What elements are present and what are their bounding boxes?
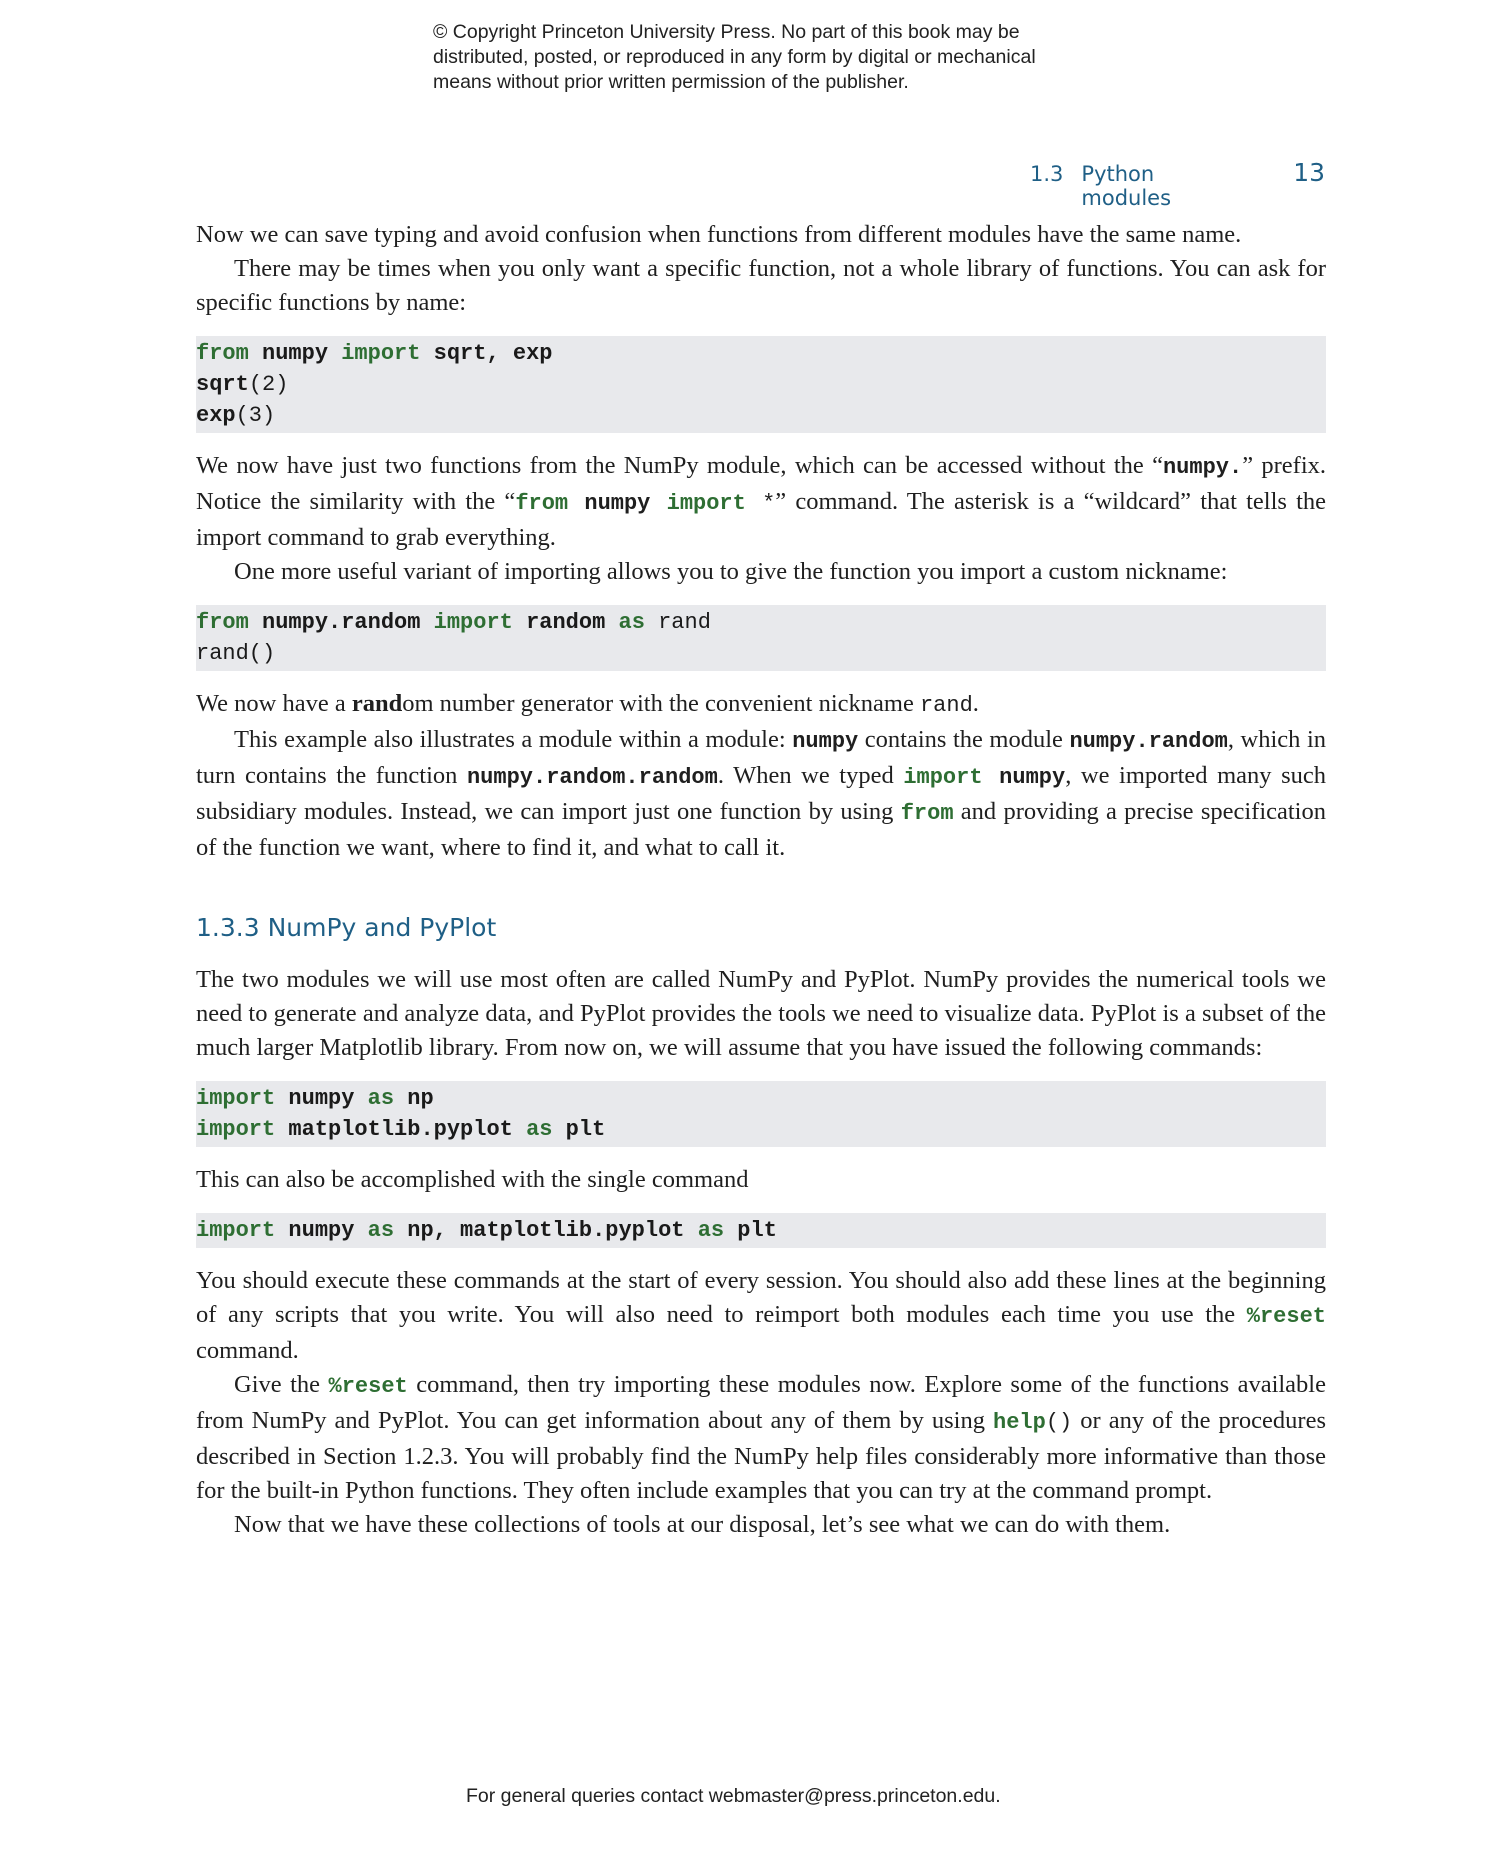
code-text: random (512, 610, 619, 635)
running-head (1030, 158, 1325, 210)
code-block (196, 336, 1326, 433)
paragraph: There may be times when you only want a specific function, not a whole library of functions. You can ask for specific functions by name: (196, 255, 1326, 316)
code-keyword: import (196, 1218, 276, 1243)
code-text: np, matplotlib.pyplot (394, 1218, 698, 1243)
paragraph: This can also be accomplished with the single command (196, 1166, 749, 1193)
paragraph (196, 723, 1326, 865)
text: You should execute these commands at the start of every session. You should also add these lines at the beginning of any scripts that you write. You will also need to reimport both modules each time you use the (196, 1267, 1326, 1328)
text: ” command. The asterisk is a “wildcard” that tells the import command to grab everything. (196, 488, 1327, 551)
inline-code-keyword: %reset (328, 1374, 408, 1399)
code-keyword: as (367, 1218, 395, 1243)
code-args: (2) (248, 372, 289, 397)
section-heading-title: NumPy and PyPlot (267, 913, 497, 942)
text: Give the (234, 1371, 329, 1398)
inline-code: * (745, 491, 776, 516)
paragraph: Now we can save typing and avoid confusion when functions from different modules have the same name. (196, 221, 1242, 248)
section-number: 1.3 (1030, 162, 1064, 186)
code-function: sqrt (196, 372, 249, 397)
copyright-line: distributed, posted, or reproduced in any form by digital or mechanical (433, 46, 1036, 68)
inline-code: numpy (568, 491, 667, 516)
text: command. (196, 1337, 299, 1364)
code-line (196, 400, 1326, 431)
inline-code: numpy. (1162, 455, 1243, 480)
code-text: plt (552, 1117, 606, 1142)
code-keyword: import (433, 610, 513, 635)
text: We now have just two functions from the NumPy module, which can be accessed without the “ (196, 452, 1163, 479)
code-text: rand (644, 610, 711, 635)
paragraph: One more useful variant of importing allows you to give the function you import a custom nickname: (234, 558, 1228, 585)
code-keyword: as (367, 1086, 395, 1111)
text: . When we typed (717, 762, 904, 789)
code-function: exp (196, 403, 236, 428)
bold-text: rand (351, 690, 403, 717)
page-body (196, 218, 1326, 1542)
text: We now have a (196, 690, 352, 717)
code-block (196, 1081, 1326, 1147)
inline-code: numpy (792, 729, 859, 754)
inline-code-keyword: import (903, 765, 983, 790)
inline-code: numpy.random (1069, 729, 1228, 754)
code-line (196, 338, 1326, 369)
copyright-line: means without prior written permission of the publisher. (433, 71, 909, 93)
code-keyword: as (697, 1218, 725, 1243)
code-text: rand() (196, 641, 276, 666)
text: and providing a precise specification of the function we want, where to find it, and what to call it. (196, 798, 1326, 861)
code-keyword: from (196, 610, 249, 635)
paragraph (196, 1264, 1326, 1368)
section-heading (196, 911, 1326, 945)
code-text: numpy.random (248, 610, 434, 635)
copyright-notice (433, 20, 1133, 95)
section-heading-number: 1.3.3 (196, 913, 260, 942)
text: contains the module (858, 726, 1070, 753)
code-block (196, 1213, 1326, 1248)
inline-code-keyword: %reset (1246, 1304, 1326, 1329)
code-keyword: import (196, 1086, 276, 1111)
text: ” prefix. Notice the similarity with the “ (196, 452, 1326, 515)
inline-code: numpy (982, 765, 1066, 790)
code-keyword: import (341, 341, 421, 366)
footer-contact: For general queries contact webmaster@press.princeton.edu. (466, 1785, 1001, 1807)
page-number: 13 (1293, 158, 1325, 187)
code-line (196, 1114, 1326, 1145)
code-text: numpy (248, 341, 342, 366)
code-line (196, 607, 1326, 638)
code-text: sqrt, exp (420, 341, 553, 366)
text: . (972, 690, 979, 717)
code-text: numpy (275, 1086, 368, 1111)
inline-code: () (1045, 1410, 1073, 1435)
text: , we imported many such subsidiary modules. Instead, we can import just one function by using (196, 762, 1326, 825)
text: om number generator with the convenient nickname (402, 690, 920, 717)
paragraph (196, 687, 1326, 723)
code-args: (3) (235, 403, 276, 428)
code-text: plt (724, 1218, 777, 1243)
inline-code: rand (919, 693, 973, 718)
code-line (196, 369, 1326, 400)
code-line (196, 1215, 1326, 1246)
code-text: matplotlib.pyplot (275, 1117, 527, 1142)
code-text: np (394, 1086, 434, 1111)
section-title: Python modules (1081, 162, 1172, 210)
code-line (196, 638, 1326, 669)
code-block (196, 605, 1326, 671)
paragraph: The two modules we will use most often are called NumPy and PyPlot. NumPy provides the numerical tools we need to generate and analyze data, and PyPlot provides the tools we need to visualize data. PyPlot is a subset of the much larger Matplotlib library. From now on, we will assume that you have issued the following commands: (196, 966, 1326, 1061)
code-keyword: as (618, 610, 645, 635)
copyright-line: © Copyright Princeton University Press. No part of this book may be (433, 21, 1020, 43)
paragraph (196, 449, 1326, 555)
inline-code: numpy.random.random (466, 765, 718, 790)
code-keyword: import (196, 1117, 276, 1142)
inline-code-keyword: import (666, 491, 746, 516)
code-text: numpy (275, 1218, 368, 1243)
paragraph: Now that we have these collections of tools at our disposal, let’s see what we can do with them. (234, 1511, 1171, 1538)
code-line (196, 1083, 1326, 1114)
inline-code-keyword: from (900, 801, 954, 826)
text: , which in turn contains the function (196, 726, 1326, 789)
code-keyword: from (196, 341, 249, 366)
text: command, then try importing these modules now. Explore some of the functions available from NumPy and PyPlot. You can get information about any of them by using (196, 1371, 1326, 1434)
inline-code-keyword: from (515, 491, 569, 516)
text: or any of the procedures described in Section 1.2.3. You will probably find the NumPy help files considerably more informative than those for the built-in Python functions. They often include examples that you can try at the command prompt. (196, 1407, 1326, 1504)
code-keyword: as (526, 1117, 553, 1142)
text: This example also illustrates a module within a module: (234, 726, 793, 753)
inline-code-keyword: help (993, 1410, 1046, 1435)
paragraph (196, 1368, 1326, 1508)
